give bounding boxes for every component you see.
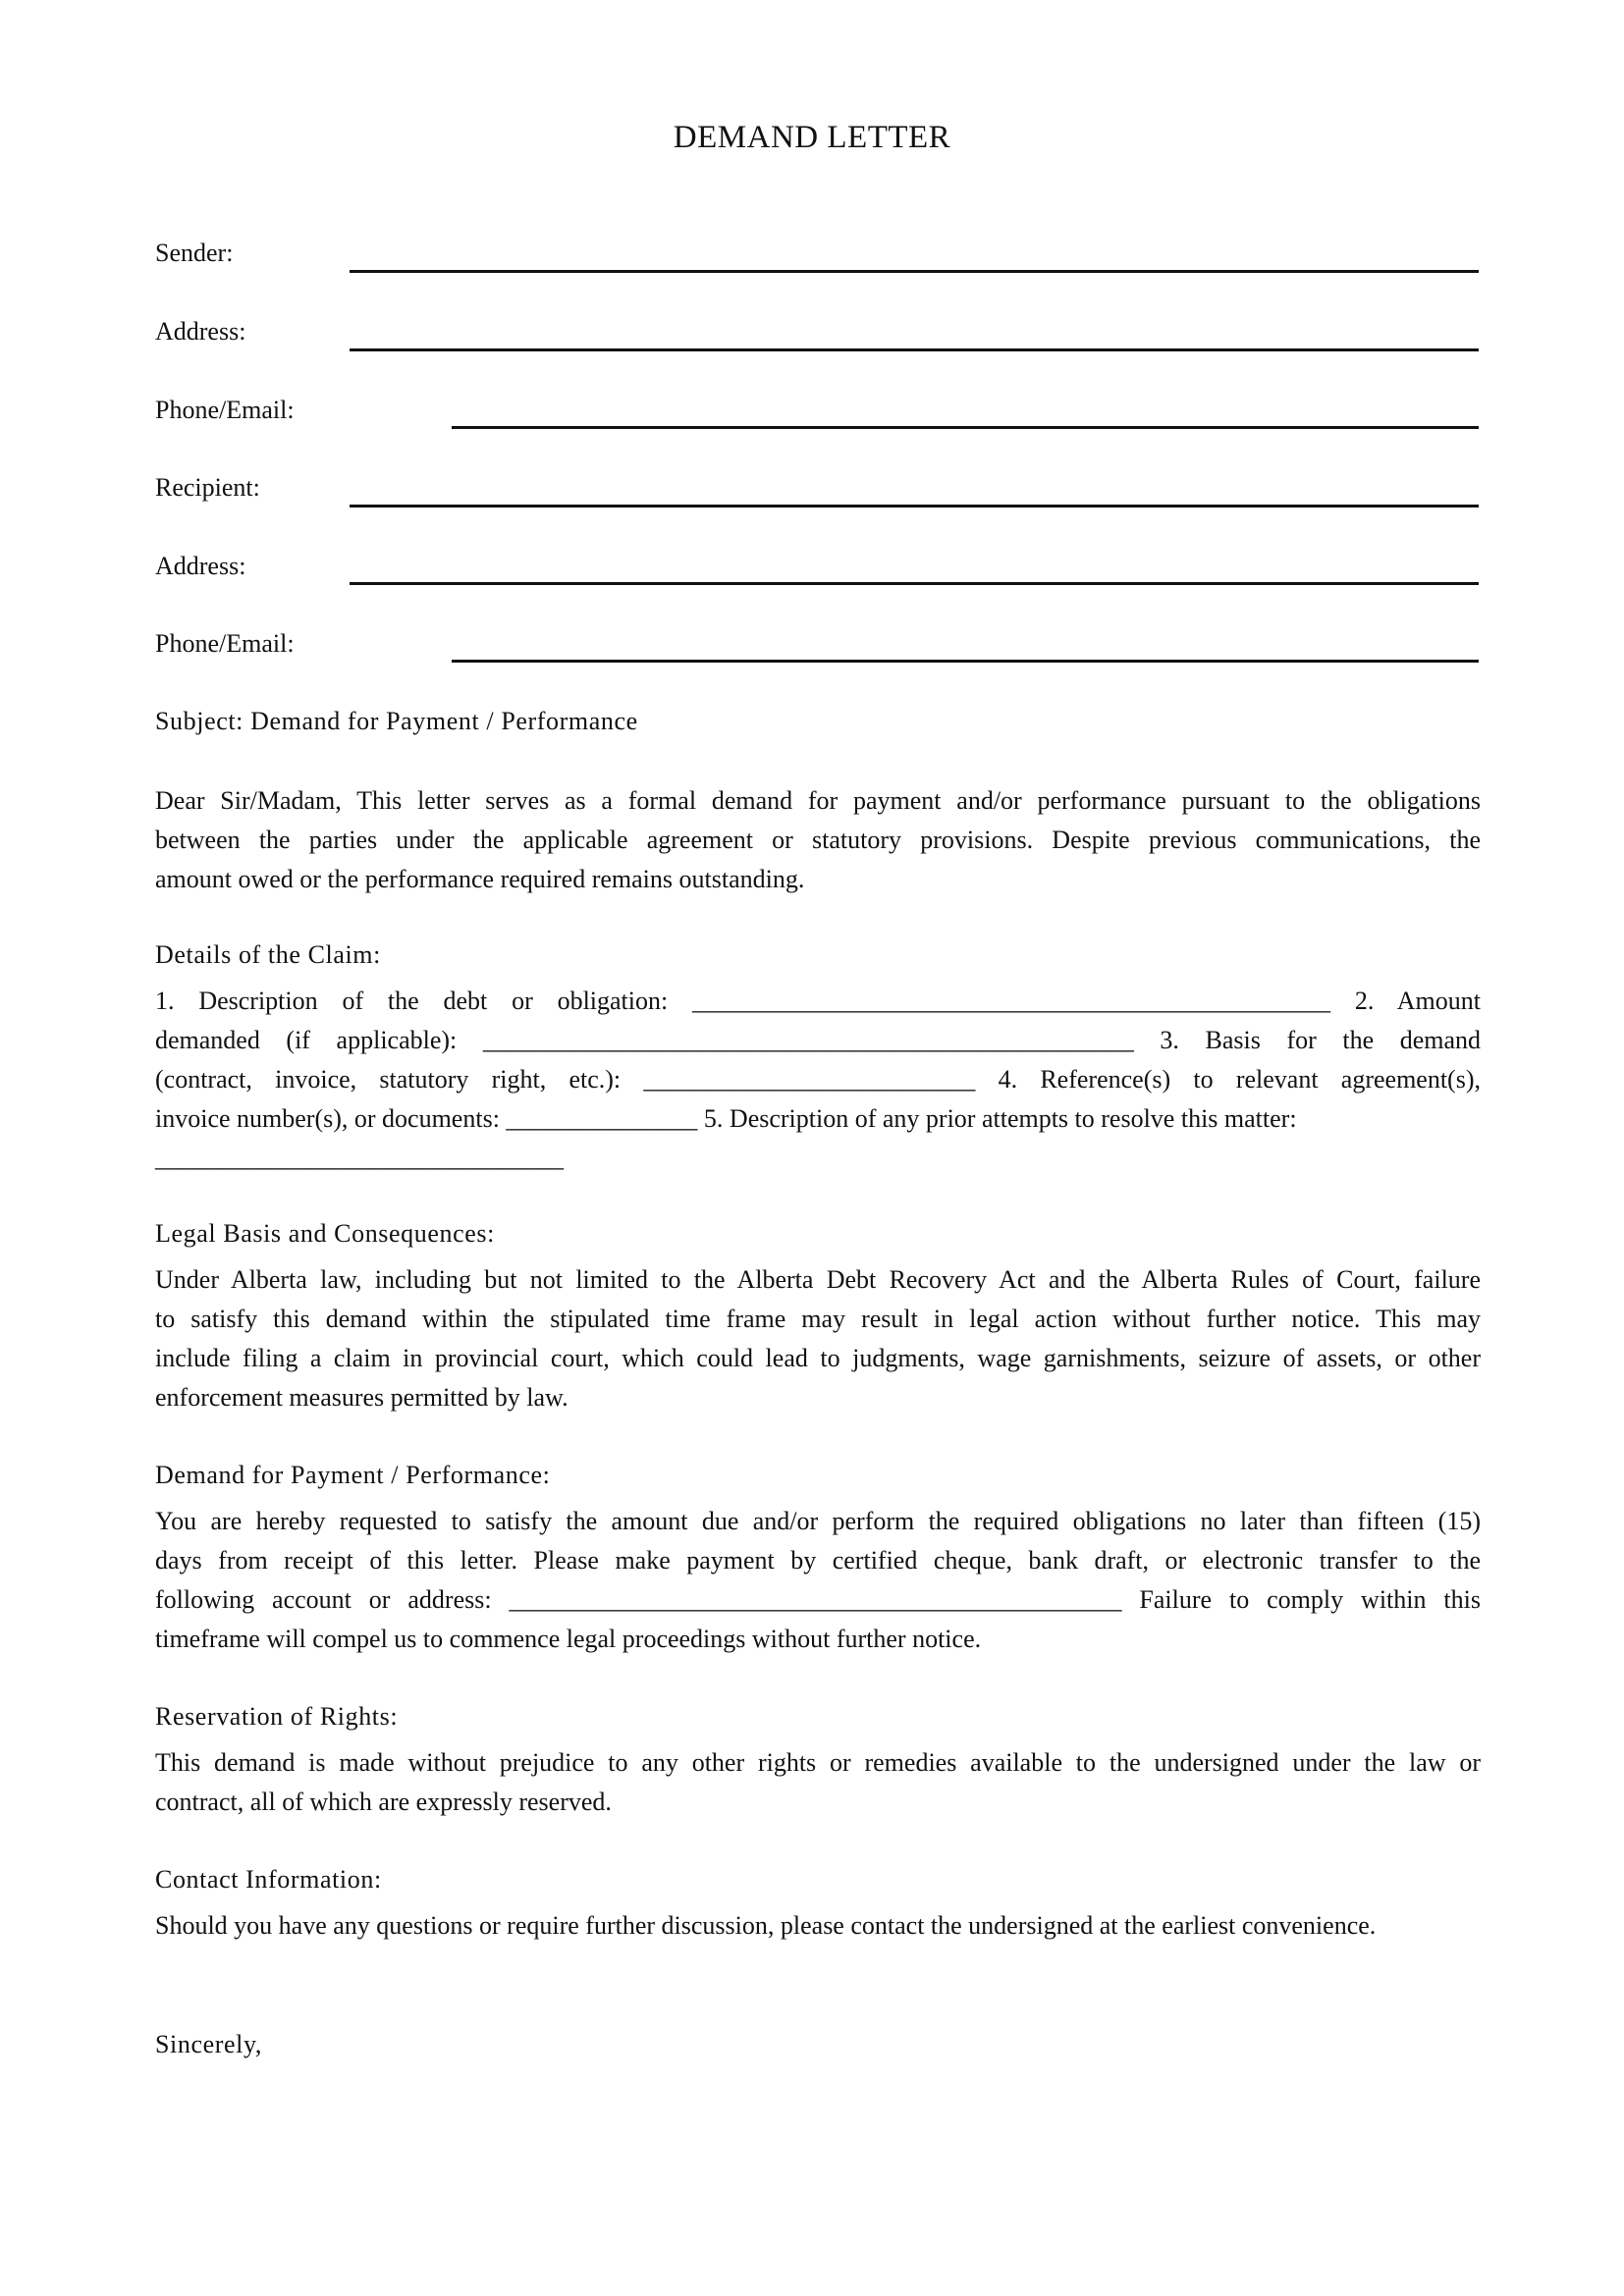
demand-line: following account or address: ________________________________________________ Failure to comply within this <box>155 1585 1481 1614</box>
recipient-address-label: Address: <box>155 552 246 580</box>
details-line: 1. Description of the debt or obligation: __________________________________________________ 2. Amount <box>155 987 1481 1015</box>
intro-line: amount owed or the performance required remains outstanding. <box>155 865 805 893</box>
details-heading: Details of the Claim: <box>155 940 381 969</box>
details-line: invoice number(s), or documents: _______________ 5. Description of any prior attempts to resolve this matter: <box>155 1104 1297 1133</box>
legal-heading: Legal Basis and Consequences: <box>155 1219 495 1248</box>
demand-line: days from receipt of this letter. Please make payment by certified cheque, bank draft, or electronic transfer to the <box>155 1546 1481 1575</box>
legal-line: enforcement measures permitted by law. <box>155 1383 568 1412</box>
details-line: ________________________________ <box>155 1144 564 1172</box>
sender-phone-email-line <box>452 426 1479 429</box>
closing-text: Sincerely, <box>155 2030 262 2058</box>
intro-paragraph <box>155 781 1490 899</box>
recipient-phone-email-line <box>452 660 1479 663</box>
demand-line: You are hereby requested to satisfy the amount due and/or perform the required obligations no later than fifteen (15) <box>155 1507 1481 1535</box>
sender-address-label: Address: <box>155 317 246 346</box>
reservation-line: This demand is made without prejudice to any other rights or remedies available to the undersigned under the law or <box>155 1748 1481 1777</box>
legal-line: Under Alberta law, including but not limited to the Alberta Debt Recovery Act and the Alberta Rules of Court, failure <box>155 1265 1481 1294</box>
sender-phone-email-label: Phone/Email: <box>155 396 295 424</box>
recipient-label: Recipient: <box>155 473 260 502</box>
recipient-phone-email-label: Phone/Email: <box>155 629 295 658</box>
subject-line: Subject: Demand for Payment / Performance <box>155 707 638 735</box>
intro-line: between the parties under the applicable agreement or statutory provisions. Despite previous communications, the <box>155 826 1481 854</box>
contact-heading: Contact Information: <box>155 1865 382 1894</box>
reservation-line: contract, all of which are expressly reserved. <box>155 1788 612 1816</box>
demand-line: timeframe will compel us to commence legal proceedings without further notice. <box>155 1625 982 1653</box>
legal-line: to satisfy this demand within the stipulated time frame may result in legal action without further notice. This may <box>155 1305 1481 1333</box>
demand-paragraph <box>155 1502 1490 1659</box>
details-paragraph <box>155 982 1490 1178</box>
reservation-heading: Reservation of Rights: <box>155 1702 399 1731</box>
demand-heading: Demand for Payment / Performance: <box>155 1461 551 1489</box>
contact-line: Should you have any questions or require further discussion, please contact the undersigned at the earliest convenience. <box>155 1911 1377 1940</box>
details-line: demanded (if applicable): ___________________________________________________ 3. Basis for the demand <box>155 1026 1481 1054</box>
reservation-paragraph <box>155 1743 1490 1822</box>
details-line: (contract, invoice, statutory right, etc.): __________________________ 4. Reference(s) to relevant agreement(s), <box>155 1065 1481 1094</box>
sender-address-line <box>350 348 1479 351</box>
contact-paragraph <box>155 1906 1490 1946</box>
recipient-address-line <box>350 582 1479 585</box>
legal-line: include filing a claim in provincial court, which could lead to judgments, wage garnishments, seizure of assets, or other <box>155 1344 1481 1372</box>
recipient-line <box>350 505 1479 507</box>
sender-line <box>350 270 1479 273</box>
document-title: DEMAND LETTER <box>673 120 951 155</box>
intro-line: Dear Sir/Madam, This letter serves as a formal demand for payment and/or performance pursuant to the obligations <box>155 786 1481 815</box>
sender-label: Sender: <box>155 239 234 267</box>
legal-paragraph <box>155 1260 1490 1417</box>
